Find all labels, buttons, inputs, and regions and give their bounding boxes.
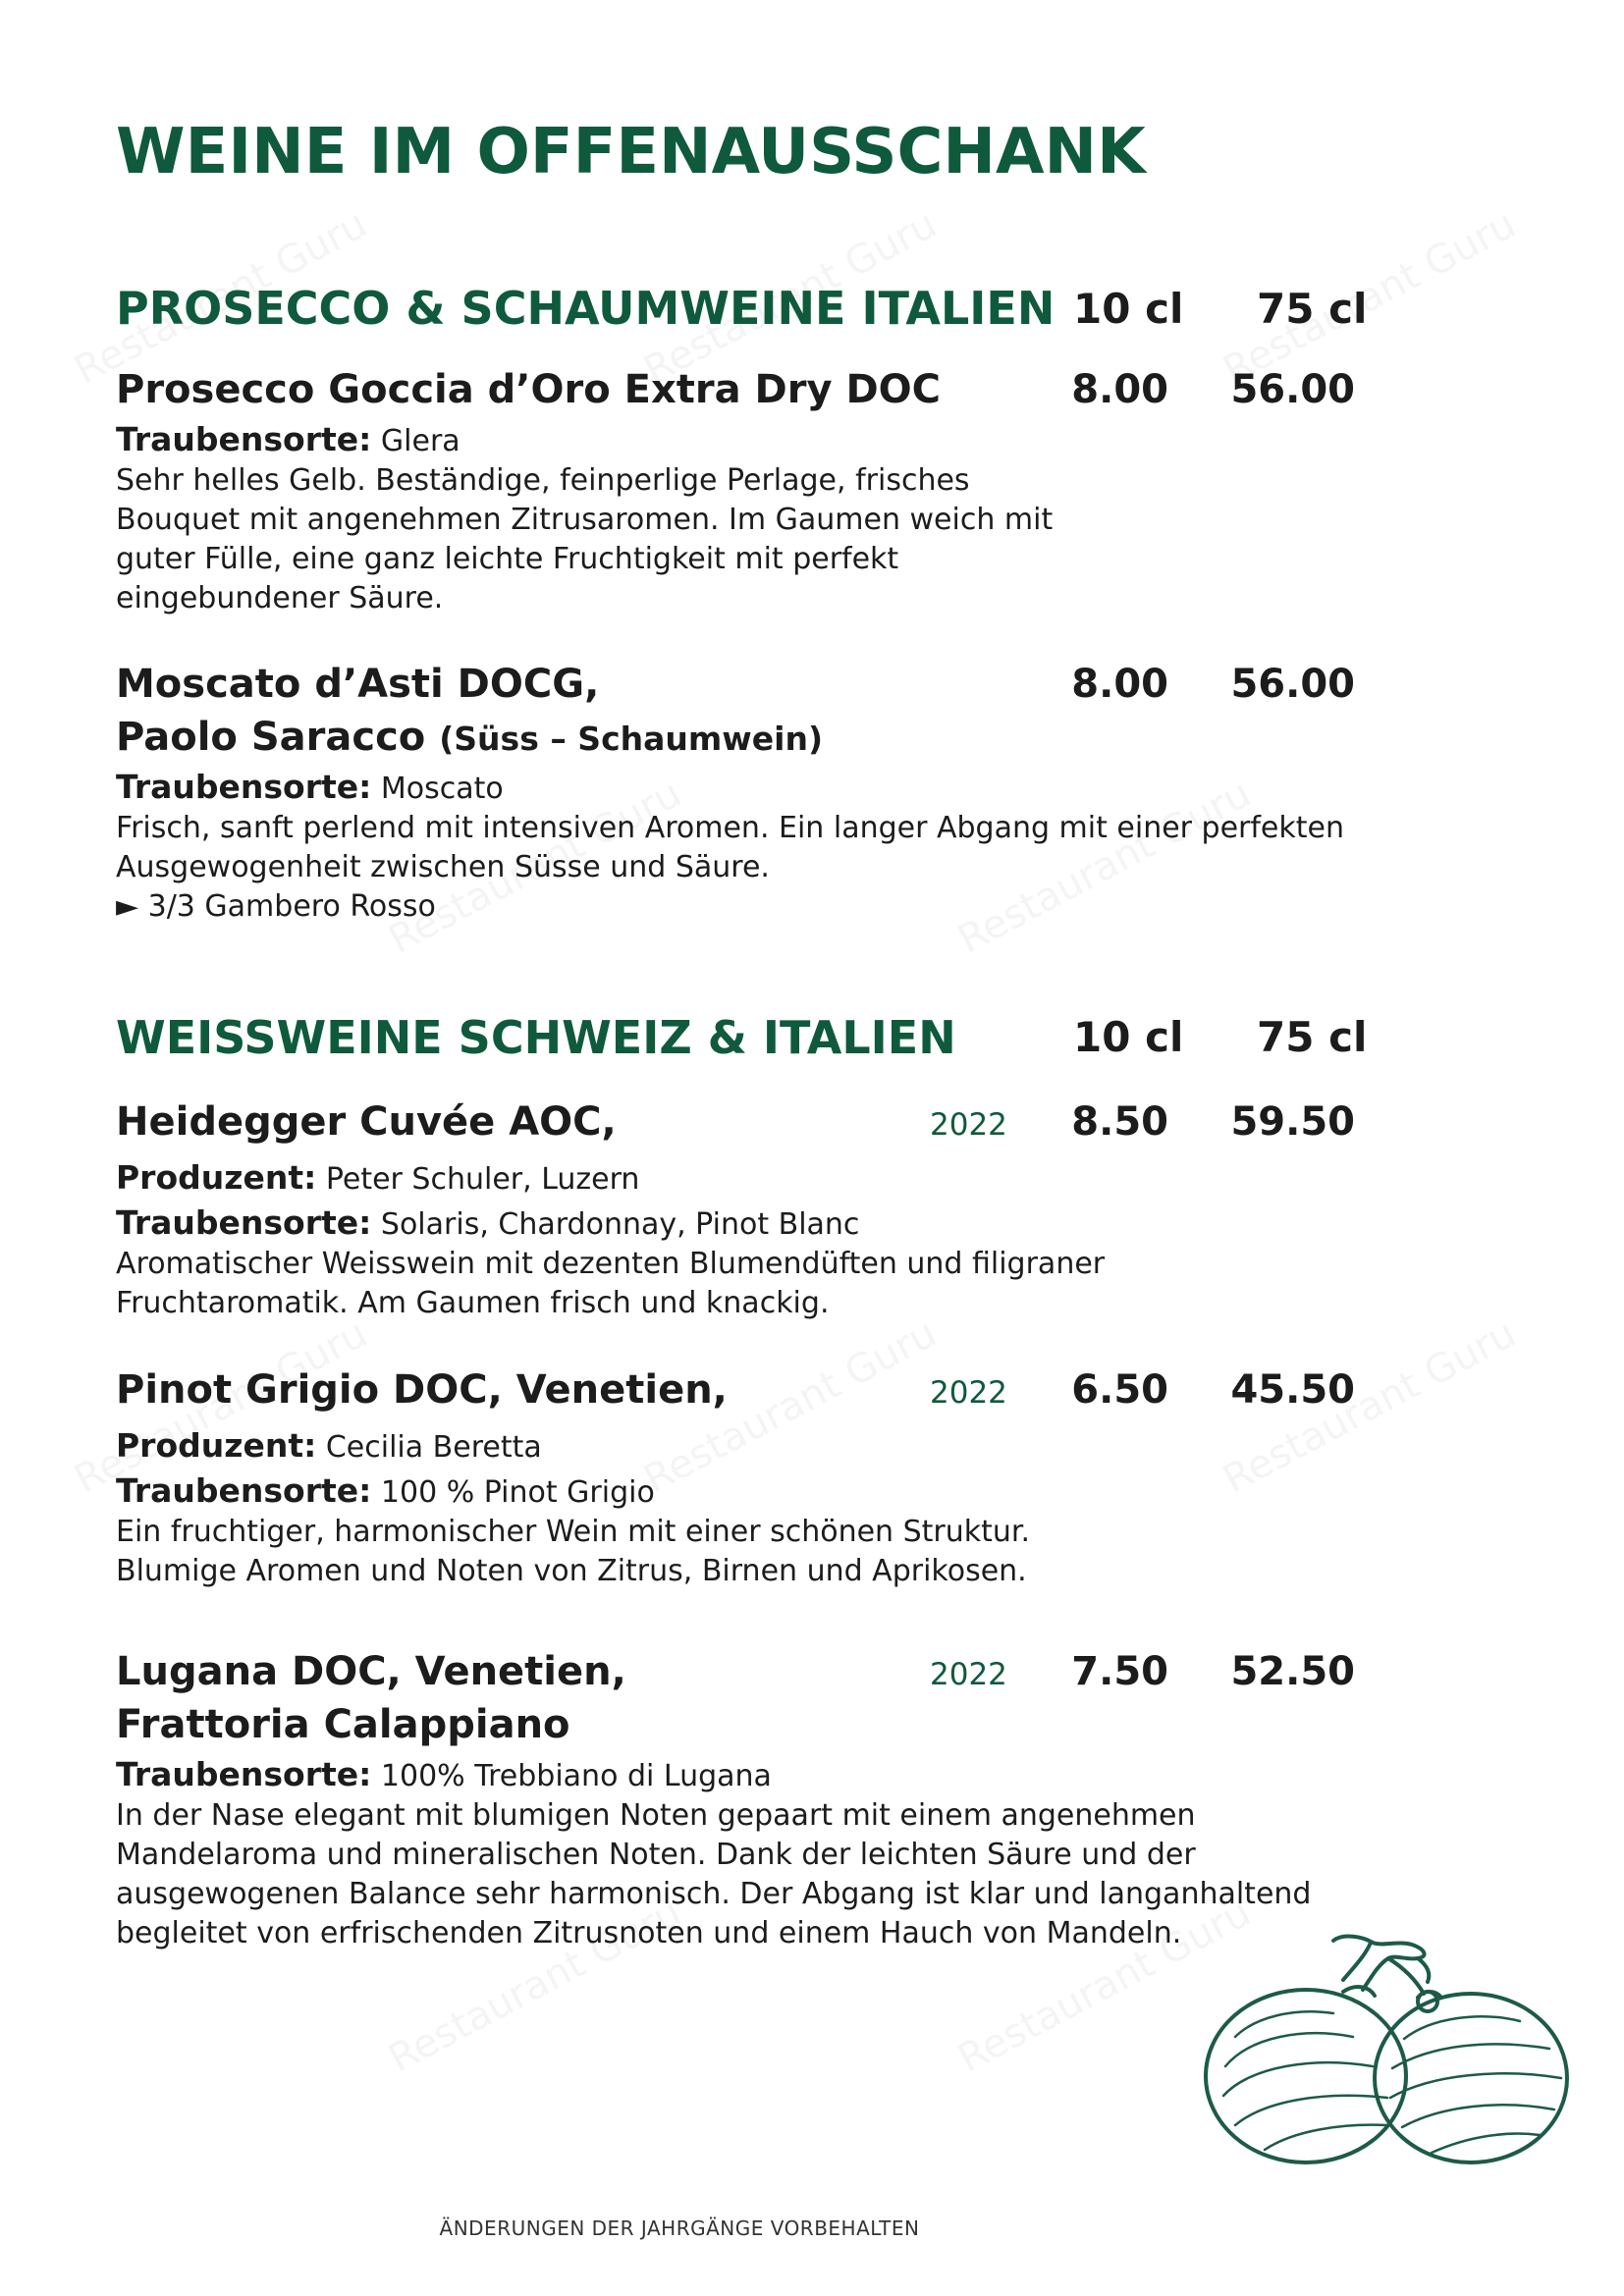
grape-value: 100 % Pinot Grigio: [380, 1475, 655, 1510]
description-line: Bouquet mit angenehmen Zitrusaromen. Im Gaumen weich mit: [116, 503, 1054, 537]
vintage-year: 2022: [930, 1375, 1007, 1411]
wine-producer-name: Paolo Saracco: [116, 715, 426, 760]
grape-label: Traubensorte:: [116, 1755, 372, 1793]
wine-name: Heidegger Cuvée AOC,: [116, 1099, 617, 1145]
page-title: WEINE IM OFFENAUSSCHANK: [116, 116, 1146, 188]
wine-name: Lugana DOC, Venetien,: [116, 1649, 626, 1694]
description-line: ausgewogenen Balance sehr harmonisch. Der Abgang ist klar und langanhaltend: [116, 1877, 1312, 1911]
wine-name: Pinot Grigio DOC, Venetien,: [116, 1367, 728, 1413]
description-line: eingebundener Säure.: [116, 581, 444, 615]
wine-name: Moscato d’Asti DOCG,: [116, 662, 600, 707]
grape-label: Traubensorte:: [116, 1203, 372, 1242]
producer-line: [116, 1426, 542, 1468]
producer-label: Produzent:: [116, 1426, 317, 1465]
grape-line: [116, 1755, 772, 1796]
price-10cl: 6.50: [1071, 1367, 1168, 1413]
description-line: Sehr helles Gelb. Beständige, feinperlige Perlage, frisches: [116, 463, 970, 498]
description-line: Fruchtaromatik. Am Gaumen frisch und knackig.: [116, 1286, 830, 1320]
grape-line: [116, 768, 504, 809]
price-75cl: 52.50: [1230, 1649, 1355, 1694]
grape-line: [116, 1471, 655, 1513]
grape-label: Traubensorte:: [116, 420, 372, 458]
producer-value: Cecilia Beretta: [325, 1430, 542, 1465]
grape-value: Solaris, Chardonnay, Pinot Blanc: [380, 1207, 860, 1242]
description-line: begleitet von erfrischenden Zitrusnoten und einem Hauch von Mandeln.: [116, 1916, 1182, 1950]
column-header-75cl: 75 cl: [1257, 285, 1368, 333]
price-75cl: 59.50: [1230, 1099, 1355, 1145]
price-75cl: 56.00: [1230, 367, 1355, 412]
description-line: Ausgewogenheit zwischen Süsse und Säure.: [116, 850, 770, 884]
price-75cl: 56.00: [1230, 662, 1355, 707]
grape-label: Traubensorte:: [116, 1471, 372, 1510]
price-10cl: 7.50: [1071, 1649, 1168, 1694]
producer-label: Produzent:: [116, 1158, 317, 1197]
description-line: guter Fülle, eine ganz leichte Fruchtigkeit mit perfekt: [116, 542, 899, 576]
producer-line: [116, 1158, 639, 1200]
column-header-75cl: 75 cl: [1257, 1013, 1368, 1061]
section-title: WEISSWEINE SCHWEIZ & ITALIEN: [116, 1011, 956, 1064]
grape-berries-illustration: [1196, 1929, 1574, 2169]
section-title: PROSECCO & SCHAUMWEINE ITALIEN: [116, 282, 1056, 335]
description-line: ► 3/3 Gambero Rosso: [116, 889, 436, 924]
grape-value: Moscato: [380, 772, 504, 806]
description-line: Frisch, sanft perlend mit intensiven Aromen. Ein langer Abgang mit einer perfekten: [116, 811, 1344, 845]
price-75cl: 45.50: [1230, 1367, 1355, 1413]
wine-name: Prosecco Goccia d’Oro Extra Dry DOC: [116, 367, 941, 412]
grape-value: 100% Trebbiano di Lugana: [380, 1759, 772, 1793]
price-10cl: 8.50: [1071, 1099, 1168, 1145]
description-line: Aromatischer Weisswein mit dezenten Blumendüften und filigraner: [116, 1247, 1106, 1281]
grape-line: [116, 420, 460, 461]
description-line: In der Nase elegant mit blumigen Noten gepaart mit einem angenehmen: [116, 1798, 1196, 1833]
column-header-10cl: 10 cl: [1073, 1013, 1184, 1061]
vintage-year: 2022: [930, 1657, 1007, 1692]
grape-label: Traubensorte:: [116, 768, 372, 806]
watermark-text: [951, 771, 1259, 962]
wine-style-note: (Süss – Schaumwein): [439, 720, 824, 758]
description-line: Ein fruchtiger, harmonischer Wein mit einer schönen Struktur.: [116, 1515, 1031, 1549]
description-line: Blumige Aromen und Noten von Zitrus, Birnen und Aprikosen.: [116, 1554, 1027, 1588]
vintage-year: 2022: [930, 1107, 1007, 1143]
grape-line: [116, 1203, 859, 1245]
grape-value: Glera: [380, 424, 460, 458]
description-line: Mandelaroma und mineralischen Noten. Dank der leichten Säure und der: [116, 1838, 1196, 1872]
wine-name-line2: [116, 715, 823, 760]
price-10cl: 8.00: [1071, 662, 1168, 707]
footer-note: ÄNDERUNGEN DER JAHRGÄNGE VORBEHALTEN: [439, 2216, 920, 2240]
price-10cl: 8.00: [1071, 367, 1168, 412]
column-header-10cl: 10 cl: [1073, 285, 1184, 333]
producer-value: Peter Schuler, Luzern: [325, 1162, 640, 1197]
wine-producer-name: Frattoria Calappiano: [116, 1702, 570, 1747]
